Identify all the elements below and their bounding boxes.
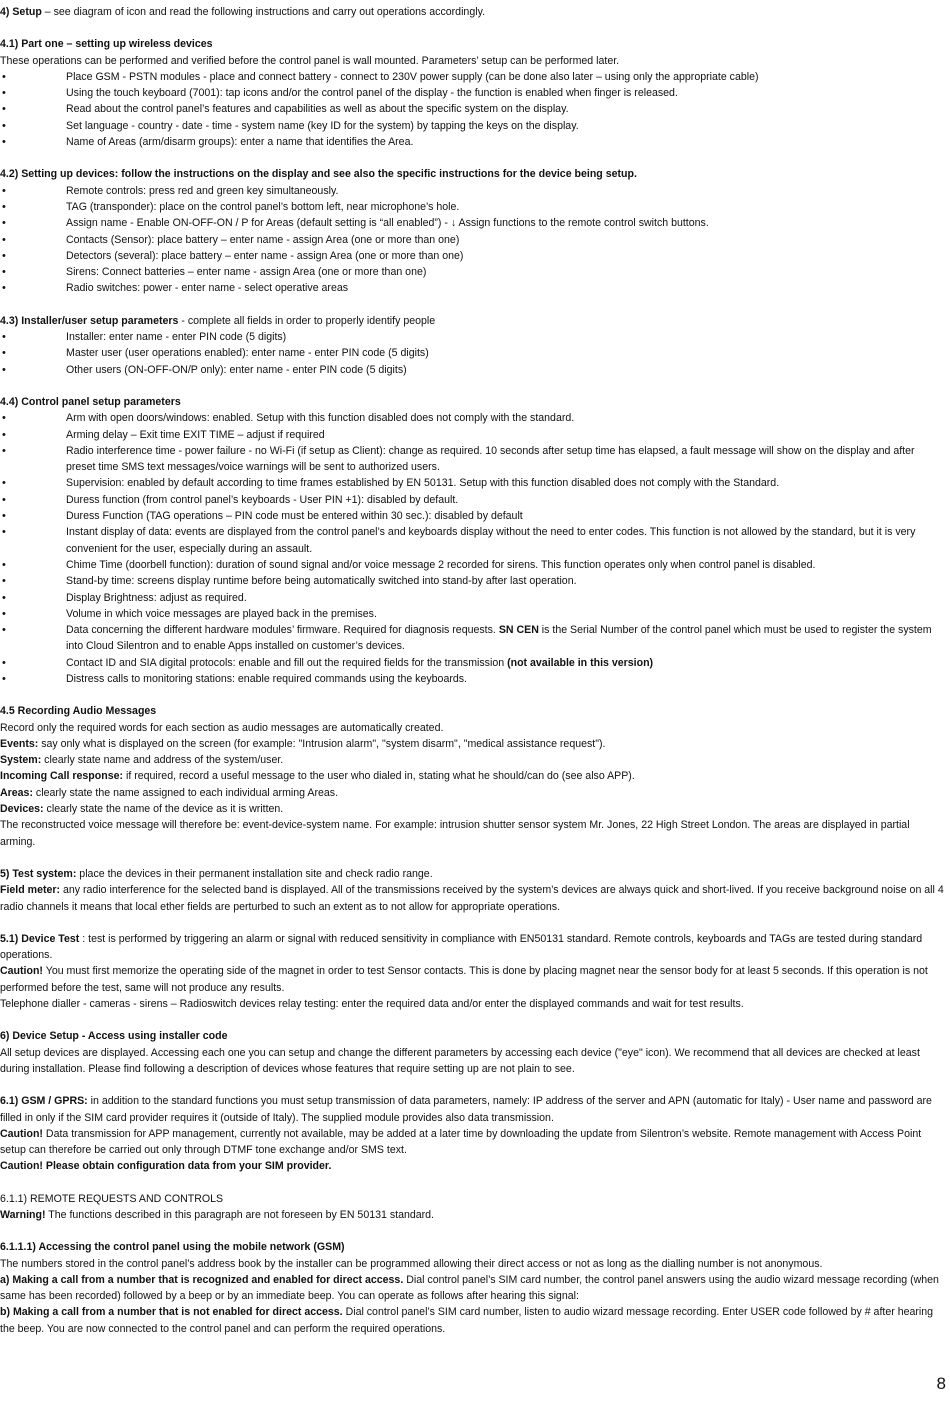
audio-item-areas bbox=[0, 785, 946, 801]
caution-text: Data transmission for APP management, currently not available, may be added at a later time by downloading the update from Silentron’s website. Remote management with Access Point setup can therefore be carried out only through DTMF tone exchange and/or SMS text. bbox=[0, 1127, 922, 1157]
section-5-1-heading: 5.1) Device Test bbox=[0, 932, 80, 945]
section-4-3-heading: 4.3) Installer/user setup parameters bbox=[0, 314, 179, 327]
section-4-3-list bbox=[0, 329, 946, 378]
section-6-text: All setup devices are displayed. Accessing each one you can setup and change the different parameters by accessing each device ("eye" icon). We recommend that all devices are checked at least during installation. Please find following a description of devices whose features that require setting up are not plain to see. bbox=[0, 1046, 920, 1075]
audio-item-label: Events: bbox=[0, 737, 39, 750]
not-available-note: (not available in this version) bbox=[507, 656, 654, 669]
field-meter-paragraph bbox=[0, 882, 946, 915]
list-item: • Contacts (Sensor): place battery – enter name - assign Area (one or more than one) bbox=[0, 232, 946, 248]
audio-item-devices bbox=[0, 801, 946, 817]
section-4-5-intro: Record only the required words for each section as audio messages are automatically created. bbox=[0, 721, 444, 734]
list-item: • Chime Time (doorbell function): duration of sound signal and/or voice message 2 recorded for sirens. This function operates only when control panel is disabled. bbox=[0, 557, 946, 573]
list-item: • Other users (ON-OFF-ON/P only): enter name - enter PIN code (5 digits) bbox=[0, 362, 946, 378]
case-a-text: Dial control panel’s SIM card number, the control panel answers using the audio wizard message recording (when same has been recorded) followed by a beep or by an immediate beep. You can operate as follows after hearing this signal: bbox=[0, 1273, 939, 1303]
section-6-1-text: in addition to the standard functions you must setup transmission of data parameters, namely: IP address of the server and APN (automatic for Italy) - User name and password are filled in only if the SIM card provider requires it (outside of Italy). The supplied module provides also data transmission. bbox=[0, 1095, 932, 1124]
section-5-text: place the devices in their permanent installation site and check radio range. bbox=[76, 867, 433, 880]
audio-item-text: clearly state the name of the device as it is written. bbox=[43, 803, 284, 816]
list-item bbox=[0, 655, 946, 671]
list-item: • Distress calls to monitoring stations: enable required commands using the keyboards. bbox=[0, 671, 946, 687]
section-6-1-caution-sim: Caution! Please obtain configuration data from your SIM provider. bbox=[0, 1160, 332, 1173]
section-6-1-caution bbox=[0, 1126, 946, 1159]
list-item: • Installer: enter name - enter PIN code (5 digits) bbox=[0, 329, 946, 345]
section-6-1-1-heading: 6.1.1) REMOTE REQUESTS AND CONTROLS bbox=[0, 1192, 224, 1205]
section-5-paragraph bbox=[0, 866, 946, 882]
section-4-5-outro: The reconstructed voice message will therefore be: event-device-system name. For example: intrusion shutter sensor system Mr. Jones, 22 High Street London. The areas are displayed in partial arming. bbox=[0, 819, 910, 848]
firmware-text-a: Data concerning the different hardware modules’ firmware. Required for diagnosis requests. bbox=[66, 624, 499, 637]
list-item: • Master user (user operations enabled): enter name - enter PIN code (5 digits) bbox=[0, 345, 946, 361]
section-5-1-paragraph bbox=[0, 931, 946, 964]
section-4-4-heading: 4.4) Control panel setup parameters bbox=[0, 395, 181, 408]
section-6-1-heading: 6.1) GSM / GPRS: bbox=[0, 1095, 88, 1108]
section-4-3-text: - complete all fields in order to properly identify people bbox=[178, 314, 436, 327]
section-5-heading: 5) Test system: bbox=[0, 867, 77, 880]
list-item: • Instant display of data: events are displayed from the control panel’s and keyboards display without the need to enter codes. This function is not allowed by the standard, but it is very convenient for the user, especially during an assault. bbox=[0, 524, 946, 557]
list-item: • Radio switches: power - enter name - select operative areas bbox=[0, 280, 946, 296]
list-item: • Remote controls: press red and green key simultaneously. bbox=[0, 183, 946, 199]
section-4-5-heading: 4.5 Recording Audio Messages bbox=[0, 705, 157, 718]
section-5-1-caution bbox=[0, 963, 946, 996]
caution-label: Caution! bbox=[0, 1127, 43, 1140]
section-6-1-1-warning bbox=[0, 1207, 946, 1223]
list-item: • Duress Function (TAG operations – PIN code must be entered within 30 sec.): disabled by default bbox=[0, 508, 946, 524]
audio-item-label: Areas: bbox=[0, 786, 33, 799]
case-a-paragraph bbox=[0, 1272, 946, 1305]
list-item: • Stand-by time: screens display runtime before being automatically switched into stand-by after last operation. bbox=[0, 573, 946, 589]
audio-item-text: if required, record a useful message to the user who dialed in, stating what he should/can do (see also APP). bbox=[123, 770, 635, 783]
list-item: • Read about the control panel’s features and capabilities as well as about the specific system on the display. bbox=[0, 101, 946, 117]
audio-item-label: System: bbox=[0, 754, 42, 767]
section-4-3-paragraph bbox=[0, 313, 946, 329]
audio-item-label: Devices: bbox=[0, 803, 44, 816]
list-item: • Assign name - Enable ON-OFF-ON / P for Areas (default setting is “all enabled”) - ↓ Assign functions to the remote control switch buttons. bbox=[0, 215, 946, 231]
section-4-paragraph bbox=[0, 4, 946, 20]
document-page bbox=[0, 4, 946, 1337]
audio-item-text: clearly state the name assigned to each individual arming Areas. bbox=[32, 786, 339, 799]
case-b-text: Dial control panel’s SIM card number, listen to audio wizard message recording. Enter USER code followed by # after hearing the beep. You are now connected to the control panel and can perform the required operations. bbox=[0, 1306, 934, 1335]
audio-item-text: clearly state name and address of the system/user. bbox=[41, 754, 284, 767]
section-4-2-heading: 4.2) Setting up devices: follow the instructions on the display and see also the specific instructions for the device being setup. bbox=[0, 168, 637, 181]
list-item: • Radio interference time - power failure - no Wi-Fi (if setup as Client): change as required. 10 seconds after setup time has elapsed, a fault message will show on the display and after preset time SMS text messages/voice warnings will be sent to authorized users. bbox=[0, 443, 946, 476]
section-6-1-1-1-heading: 6.1.1.1) Accessing the control panel using the mobile network (GSM) bbox=[0, 1241, 345, 1254]
field-meter-label: Field meter: bbox=[0, 884, 61, 897]
list-item: • Display Brightness: adjust as required. bbox=[0, 590, 946, 606]
list-item: • Supervision: enabled by default according to time frames established by EN 50131. Setup with this function disabled does not comply with the Standard. bbox=[0, 475, 946, 491]
field-meter-text: any radio interference for the selected band is displayed. All of the transmissions received by the system’s devices are always quick and short-lived. If you receive background noise on all 4 radio channels it means that local ether fields are perturbed to such an extent as to not allow for appropriate operations. bbox=[0, 884, 944, 913]
list-item: • Duress function (from control panel’s keyboards - User PIN +1): disabled by default. bbox=[0, 492, 946, 508]
audio-item-events bbox=[0, 736, 946, 752]
list-item: • Sirens: Connect batteries – enter name - assign Area (one or more than one) bbox=[0, 264, 946, 280]
list-item: • Volume in which voice messages are played back in the premises. bbox=[0, 606, 946, 622]
caution-label: Caution! bbox=[0, 965, 43, 978]
sn-cen-label: SN CEN bbox=[498, 624, 539, 637]
section-6-1-1-1-text: The numbers stored in the control panel’s address book by the installer can be programmed allowing their direct access or not as long as the dialling number is not anonymous. bbox=[0, 1257, 823, 1270]
case-a-label: a) Making a call from a number that is recognized and enabled for direct access. bbox=[0, 1273, 404, 1286]
list-item: • Detectors (several): place battery – enter name - assign Area (one or more than one) bbox=[0, 248, 946, 264]
section-4-1-list bbox=[0, 69, 946, 150]
section-4-1-heading: 4.1) Part one – setting up wireless devices bbox=[0, 38, 213, 51]
list-item: • Arm with open doors/windows: enabled. Setup with this function disabled does not comply with the standard. bbox=[0, 410, 946, 426]
section-6-heading: 6) Device Setup - Access using installer code bbox=[0, 1030, 228, 1043]
audio-item-incoming-call bbox=[0, 768, 946, 784]
firmware-text-b: is the Serial Number of the control panel which must be used to register the system into Cloud Silentron and to enable Apps installed on customer’s devices. bbox=[66, 624, 932, 653]
audio-item-label: Incoming Call response: bbox=[0, 770, 124, 783]
list-item: • Place GSM - PSTN modules - place and connect battery - connect to 230V power supply (can be done also later – using only the appropriate cable) bbox=[0, 69, 946, 85]
warning-text: The functions described in this paragraph are not foreseen by EN 50131 standard. bbox=[45, 1209, 435, 1221]
list-item: • Using the touch keyboard (7001): tap icons and/or the control panel of the display - the function is enabled when finger is released. bbox=[0, 85, 946, 101]
warning-label: Warning! bbox=[0, 1209, 46, 1221]
section-5-1-text: : test is performed by triggering an alarm or signal with reduced sensitivity in compliance with EN50131 standard. Remote controls, keyboards and TAGs are tested during standard operations. bbox=[0, 932, 923, 962]
section-4-4-list bbox=[0, 410, 946, 687]
list-item: • TAG (transponder): place on the control panel’s bottom left, near microphone’s hole. bbox=[0, 199, 946, 215]
caution-text: You must first memorize the operating side of the magnet in order to test Sensor contacts. This is done by placing magnet near the sensor body for at least 5 seconds. If this operation is not performed before the test, same will not produce any results. bbox=[0, 965, 928, 994]
section-4-text: – see diagram of icon and read the following instructions and carry out operations accordingly. bbox=[41, 6, 486, 18]
section-4-1-intro: These operations can be performed and verified before the control panel is wall mounted. Parameters’ setup can be performed later. bbox=[0, 54, 620, 67]
contact-id-text: Contact ID and SIA digital protocols: enable and fill out the required fields for the transmission bbox=[66, 656, 508, 669]
list-item: • Name of Areas (arm/disarm groups): enter a name that identifies the Area. bbox=[0, 134, 946, 150]
section-4-heading: 4) Setup bbox=[0, 6, 42, 18]
section-4-2-list bbox=[0, 183, 946, 297]
list-item: • Arming delay – Exit time EXIT TIME – adjust if required bbox=[0, 427, 946, 443]
case-b-paragraph bbox=[0, 1304, 946, 1337]
list-item: • Set language - country - date - time - system name (key ID for the system) by tapping the keys on the display. bbox=[0, 118, 946, 134]
section-6-1-paragraph bbox=[0, 1093, 946, 1126]
audio-item-system bbox=[0, 752, 946, 768]
list-item bbox=[0, 622, 946, 655]
page-number: 8 bbox=[936, 1374, 946, 1393]
audio-item-text: say only what is displayed on the screen (for example: "Intrusion alarm", "system disarm", "medical assistance request"). bbox=[38, 737, 606, 750]
case-b-label: b) Making a call from a number that is not enabled for direct access. bbox=[0, 1306, 343, 1319]
section-5-1-outro: Telephone dialler - cameras - sirens – Radioswitch devices relay testing: enter the required data and/or enter the displayed commands and wait for test results. bbox=[0, 998, 744, 1011]
